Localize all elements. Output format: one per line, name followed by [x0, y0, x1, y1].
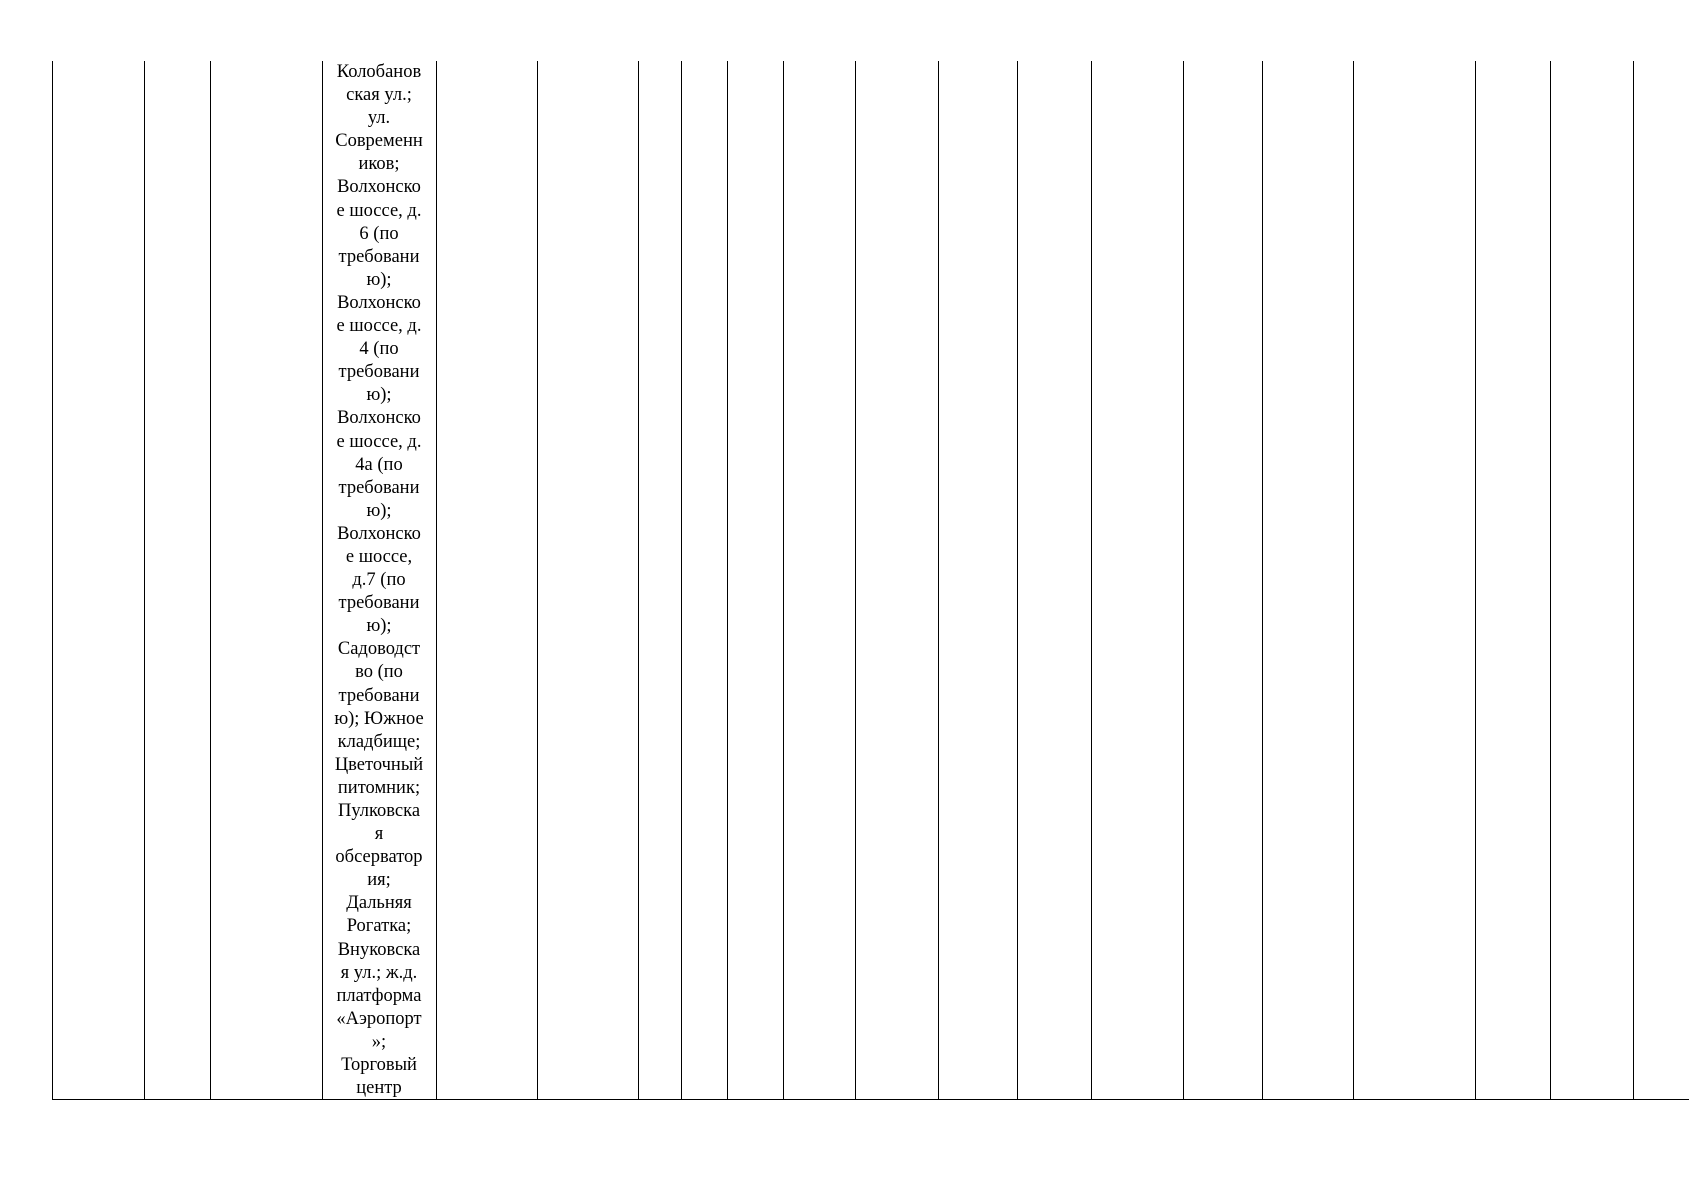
column-divider: [436, 61, 437, 1100]
column-divider: [537, 61, 538, 1100]
column-divider: [1183, 61, 1184, 1100]
column-divider: [938, 61, 939, 1100]
column-divider: [783, 61, 784, 1100]
column-divider: [1017, 61, 1018, 1100]
column-divider: [1262, 61, 1263, 1100]
column-divider: [1475, 61, 1476, 1100]
column-divider: [144, 61, 145, 1100]
column-divider: [1633, 61, 1634, 1100]
route-stops-cell: Колобанов ская ул.; ул. Современн иков; Волхонско е шоссе, д. 6 (по требовани ю); Волхонско е шоссе, д. 4 (по требовани ю); Волхонско е шоссе, д. 4а (по требовани ю); Волхонско е шоссе, д.7 (по требовани ю); Садоводст во (по требовани ю); Южное кладбище; Цветочный питомник; Пулковска я обсерватор ия; Дальняя Рогатка; Внуковска я ул.; ж.д. платформа «Аэропорт »; Торговый центр: [334, 62, 424, 1099]
column-divider: [210, 61, 211, 1100]
column-divider: [855, 61, 856, 1100]
column-divider: [727, 61, 728, 1100]
column-divider: [638, 61, 639, 1100]
column-divider: [1091, 61, 1092, 1100]
column-divider: [681, 61, 682, 1100]
column-divider: [1353, 61, 1354, 1100]
route-table: [52, 61, 1689, 1100]
column-divider: [1550, 61, 1551, 1100]
